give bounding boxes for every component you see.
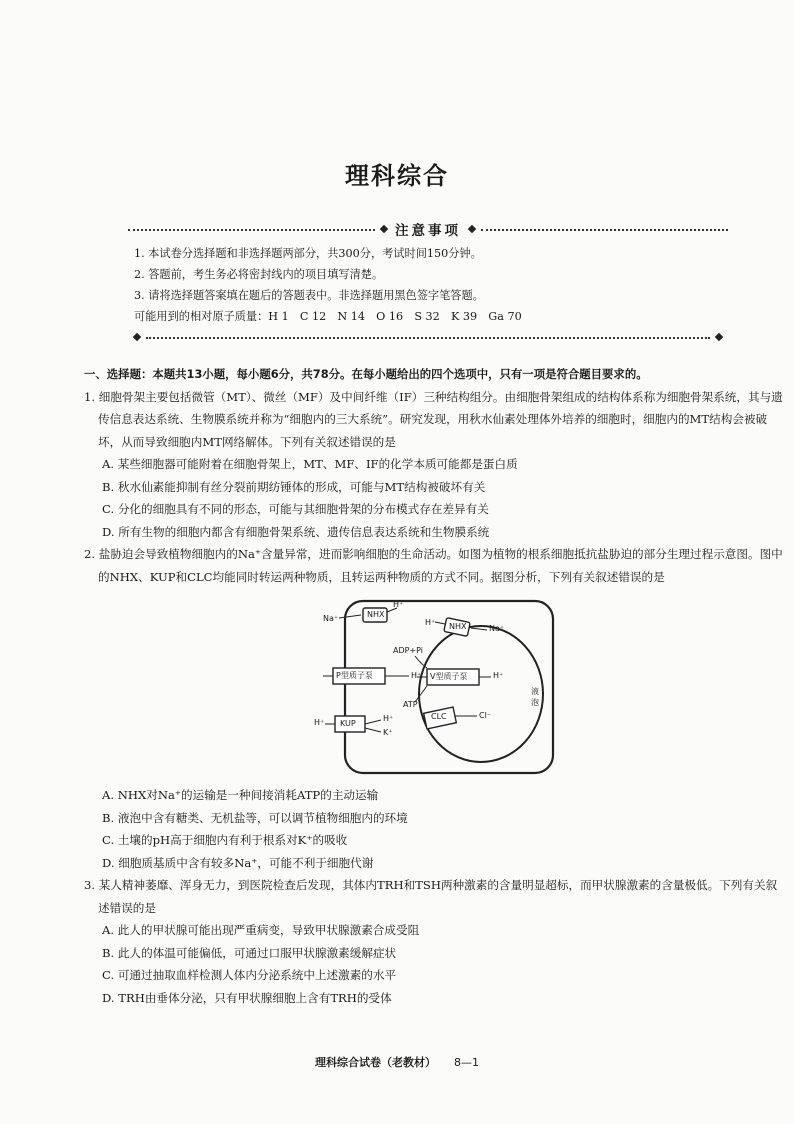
diagram-drawing <box>309 598 569 778</box>
option-a: A. NHX对Na⁺的运输是一种间接消耗ATP的主动运输 <box>102 788 379 802</box>
label-h-top: H⁺ <box>393 600 404 609</box>
notice-footer-rule <box>128 334 728 340</box>
option-b: B. 秋水仙素能抑制有丝分裂前期纺锤体的形成，可能与MT结构被破坏有关 <box>102 479 486 494</box>
question-3 <box>84 874 784 1009</box>
label-h-kup-in: H⁺ <box>383 714 394 723</box>
label-h-vpump: H⁺ <box>493 671 504 680</box>
option-b: B. 此人的体温可能偏低，可通过口服甲状腺激素缓解症状 <box>102 945 397 960</box>
arrow-kup-h-in <box>365 720 381 724</box>
diamond-marker <box>380 225 388 233</box>
notice-line: 3. 请将选择题答案填在题后的答题表中。非选择题用黑色签字笔答题。 <box>134 289 484 302</box>
footer-title: 理科综合试卷（老教材） <box>315 1056 436 1069</box>
label-clc: CLC <box>431 712 447 721</box>
notice-heading: 注意事项 <box>395 223 461 239</box>
vacuole-membrane <box>419 626 543 762</box>
cell-transport-diagram <box>309 598 569 778</box>
dotted-rule <box>481 229 728 231</box>
diamond-marker <box>715 333 723 341</box>
page-footer <box>0 1054 794 1070</box>
dotted-rule <box>146 337 710 339</box>
label-v-pump: V型质子泵 <box>430 672 468 681</box>
label-h-nhx2: H⁺ <box>425 618 436 627</box>
question-stem: 2. 盐胁迫会导致植物细胞内的Na⁺含量异常，进而影响细胞的生命活动。如图为植物的根系细胞抵抗盐胁迫的部分生理过程示意图。图中的NHX、KUP和CLC均能同时转运两种物质，且转运两种物质的方式不同。据图分析，下列有关叙述错误的是 <box>84 547 783 584</box>
option-c: C. 土壤的pH高于细胞内有利于根系对K⁺的吸收 <box>102 833 348 847</box>
label-p-pump: P型质子泵 <box>336 671 373 680</box>
label-nhx-1: NHX <box>367 610 385 619</box>
option-c: C. 分化的细胞具有不同的形态，可能与其细胞骨架的分布模式存在差异有关 <box>102 502 489 516</box>
notice-line: 2. 答题前，考生务必将密封线内的项目填写清楚。 <box>134 268 384 281</box>
arrow-na-vac <box>471 628 487 630</box>
section-heading: 一、选择题：本题共13小题，每小题6分，共78分。在每小题给出的四个选项中，只有一项是符合题目要求的。 <box>84 367 648 381</box>
question-2 <box>84 543 784 874</box>
arrow-h-nhx2 <box>435 622 445 624</box>
label-na-nhx2: Na⁺ <box>489 624 505 633</box>
label-h-ppump: H⁺ <box>411 671 422 680</box>
label-k-kup: K⁺ <box>383 728 393 737</box>
label-nhx-2: NHX <box>449 622 467 631</box>
atomic-mass-line: 可能用到的相对原子质量：H 1 C 12 N 14 O 16 S 32 K 39 Ga 70 <box>134 310 522 323</box>
option-d: D. 所有生物的细胞内都含有细胞骨架系统、遗传信息表达系统和生物膜系统 <box>102 524 490 539</box>
exam-content <box>84 363 784 1009</box>
notice-header <box>128 219 728 239</box>
label-atp: ATP <box>403 700 418 709</box>
label-adp-pi: ADP+Pi <box>393 646 424 655</box>
label-kup: KUP <box>340 719 356 728</box>
option-a: A. 某些细胞器可能附着在细胞骨架上，MT、MF、IF的化学本质可能都是蛋白质 <box>102 457 518 471</box>
option-b: B. 液泡中含有糖类、无机盐等，可以调节植物细胞内的环境 <box>102 810 408 825</box>
page-number: 8—1 <box>454 1056 479 1069</box>
arrow-na-out <box>339 615 361 618</box>
question-stem: 3. 某人精神萎靡、浑身无力，到医院检查后发现，其体内TRH和TSH两种激素的含量明显超标，而甲状腺激素的含量极低。下列有关叙述错误的是 <box>84 878 778 915</box>
option-a: A. 此人的甲状腺可能出现严重病变，导致甲状腺激素合成受阻 <box>102 923 420 937</box>
option-c: C. 可通过抽取血样检测人体内分泌系统中上述激素的水平 <box>102 968 397 982</box>
notice-body <box>128 243 728 327</box>
label-h-kup-out: H⁺ <box>314 718 325 727</box>
diamond-marker <box>133 333 141 341</box>
label-cl: Cl⁻ <box>479 711 492 720</box>
question-1 <box>84 386 784 544</box>
notice-line: 1. 本试卷分选择题和非选择题两部分，共300分，考试时间150分钟。 <box>134 247 482 260</box>
dotted-rule <box>128 229 375 231</box>
label-vacuole: 液泡 <box>531 687 539 707</box>
arrow-kup-k <box>365 728 381 732</box>
question-stem: 1. 细胞骨架主要包括微管（MT）、微丝（MF）及中间纤维（IF）三种结构组分。由细胞骨架组成的结构体系称为细胞骨架系统，其与遗传信息表达系统、生物膜系统并称为“细胞内的三大系统”。研究发现，用秋水仙素处理体外培养的细胞时，细胞内的MT结构会被破坏，从而导致细胞内MT网络解体。下列有关叙述错误的是 <box>84 389 783 449</box>
diamond-marker <box>468 225 476 233</box>
option-d: D. 细胞质基质中含有较多Na⁺，可能不利于细胞代谢 <box>102 855 374 870</box>
page-title: 理科综合 <box>345 162 449 190</box>
label-na-out: Na⁺ <box>323 614 339 623</box>
option-d: D. TRH由垂体分泌，只有甲状腺细胞上含有TRH的受体 <box>102 990 392 1005</box>
